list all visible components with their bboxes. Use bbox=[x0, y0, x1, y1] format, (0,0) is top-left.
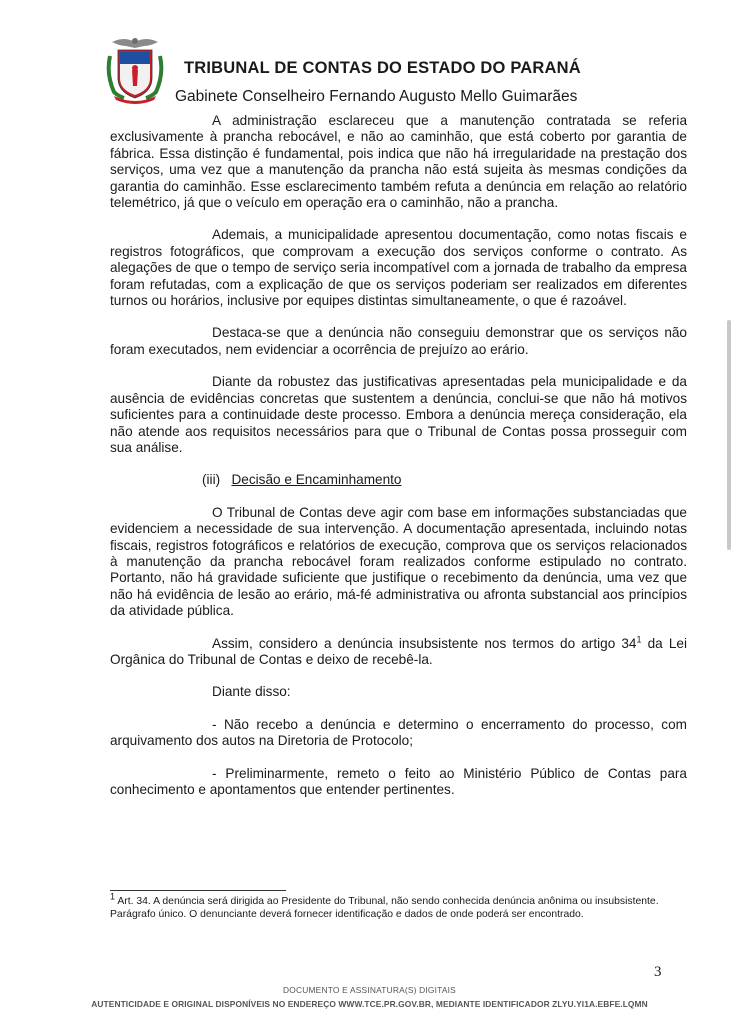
paragraph bbox=[110, 636, 687, 669]
paragraph-text: da Lei Orgânica do Tribunal de Contas e deixo de recebê-la. bbox=[110, 635, 687, 667]
cabinet-name: Gabinete Conselheiro Fernando Augusto Mello Guimarães bbox=[175, 88, 578, 105]
footnote-marker: 1 bbox=[110, 891, 116, 902]
section-number: (iii) bbox=[202, 472, 221, 488]
paragraph: - Não recebo a denúncia e determino o encerramento do processo, com arquivamento dos autos na Diretoria de Protocolo; bbox=[110, 716, 687, 749]
document-body bbox=[110, 113, 687, 814]
footnote-text: Art. 34. A denúncia será dirigida ao Presidente do Tribunal, não sendo conhecida denúncia anônima ou insubsistente. bbox=[115, 896, 659, 907]
footnote-reference[interactable]: 1 bbox=[636, 634, 642, 645]
paragraph: O Tribunal de Contas deve agir com base em informações substanciadas que evidenciem a necessidade de sua intervenção. A documentação apresentada, incluindo notas fiscais, registros fotográficos e relatórios de execução, comprova que os serviços relacionados à manutenção da prancha rebocável foram realizados conforme estipulado no contrato. Portanto, não há gravidade suficiente que justifique o recebimento da denúncia, uma vez que não há evidência de lesão ao erário, má-fé administrativa ou afronta substancial aos princípios da atividade pública. bbox=[110, 504, 687, 619]
footnote bbox=[110, 891, 687, 921]
paragraph: Destaca-se que a denúncia não conseguiu demonstrar que os serviços não foram executados, nem evidenciar a ocorrência de prejuízo ao erário. bbox=[110, 325, 687, 357]
paragraph-text: Assim, considero a denúncia insubsistente nos termos do artigo 34 bbox=[212, 635, 637, 651]
footnote-line bbox=[110, 891, 687, 909]
letterhead bbox=[104, 34, 664, 108]
digital-signature-notice: DOCUMENTO E ASSINATURA(S) DIGITAIS bbox=[283, 985, 456, 995]
scrollbar[interactable] bbox=[727, 320, 731, 550]
paragraph: Ademais, a municipalidade apresentou documentação, como notas fiscais e registros fotográficos, que comprovam a execução dos serviços conforme o contrato. As alegações de que o tempo de serviço seria incompatível com a jornada de trabalho da empresa foram refutadas, com a explicação de que os serviços poderiam ser realizados em diferentes turnos ou horários, inclusive por equipes distintas simultaneamente, o que é razoável. bbox=[110, 227, 687, 309]
paragraph: Diante disso: bbox=[212, 684, 291, 700]
page-number: 3 bbox=[654, 964, 662, 980]
section-heading bbox=[110, 472, 687, 488]
footnote-line: Parágrafo único. O denunciante deverá fornecer identificação e dados de onde poderá ser encontrado. bbox=[110, 908, 584, 920]
paragraph: Diante da robustez das justificativas apresentadas pela municipalidade e da ausência de evidências concretas que sustentem a denúncia, conclui-se que não há motivos suficientes para a continuidade deste processo. Embora a denúncia mereça consideração, ela não atende aos requisitos necessários para que o Tribunal de Contas possa prosseguir com sua análise. bbox=[110, 374, 687, 455]
footnote-divider bbox=[110, 890, 286, 891]
authenticity-notice: AUTENTICIDADE E ORIGINAL DISPONÍVEIS NO ENDEREÇO WWW.TCE.PR.GOV.BR, MEDIANTE IDENTIFICADOR ZLYU.YI1A.EBFE.LQMN bbox=[91, 999, 648, 1009]
paragraph: A administração esclareceu que a manutenção contratada se referia exclusivamente à prancha rebocável, e não ao caminhão, que está coberto por garantia de fábrica. Essa distinção é fundamental, pois indica que não há irregularidade na prestação dos serviços, uma vez que a manutenção da prancha não está sujeita às mesmas condições da garantia do caminhão. Esse esclarecimento também refuta a denúncia em relação ao relatório telemétrico, já que o veículo em operação era o caminhão, não a prancha. bbox=[110, 113, 687, 211]
section-title: Decisão e Encaminhamento bbox=[231, 472, 402, 488]
court-name: TRIBUNAL DE CONTAS DO ESTADO DO PARANÁ bbox=[184, 59, 581, 77]
parana-coat-of-arms-icon bbox=[104, 34, 166, 104]
paragraph: - Preliminarmente, remeto o feito ao Ministério Público de Contas para conhecimento e apontamentos que entender pertinentes. bbox=[110, 765, 687, 797]
